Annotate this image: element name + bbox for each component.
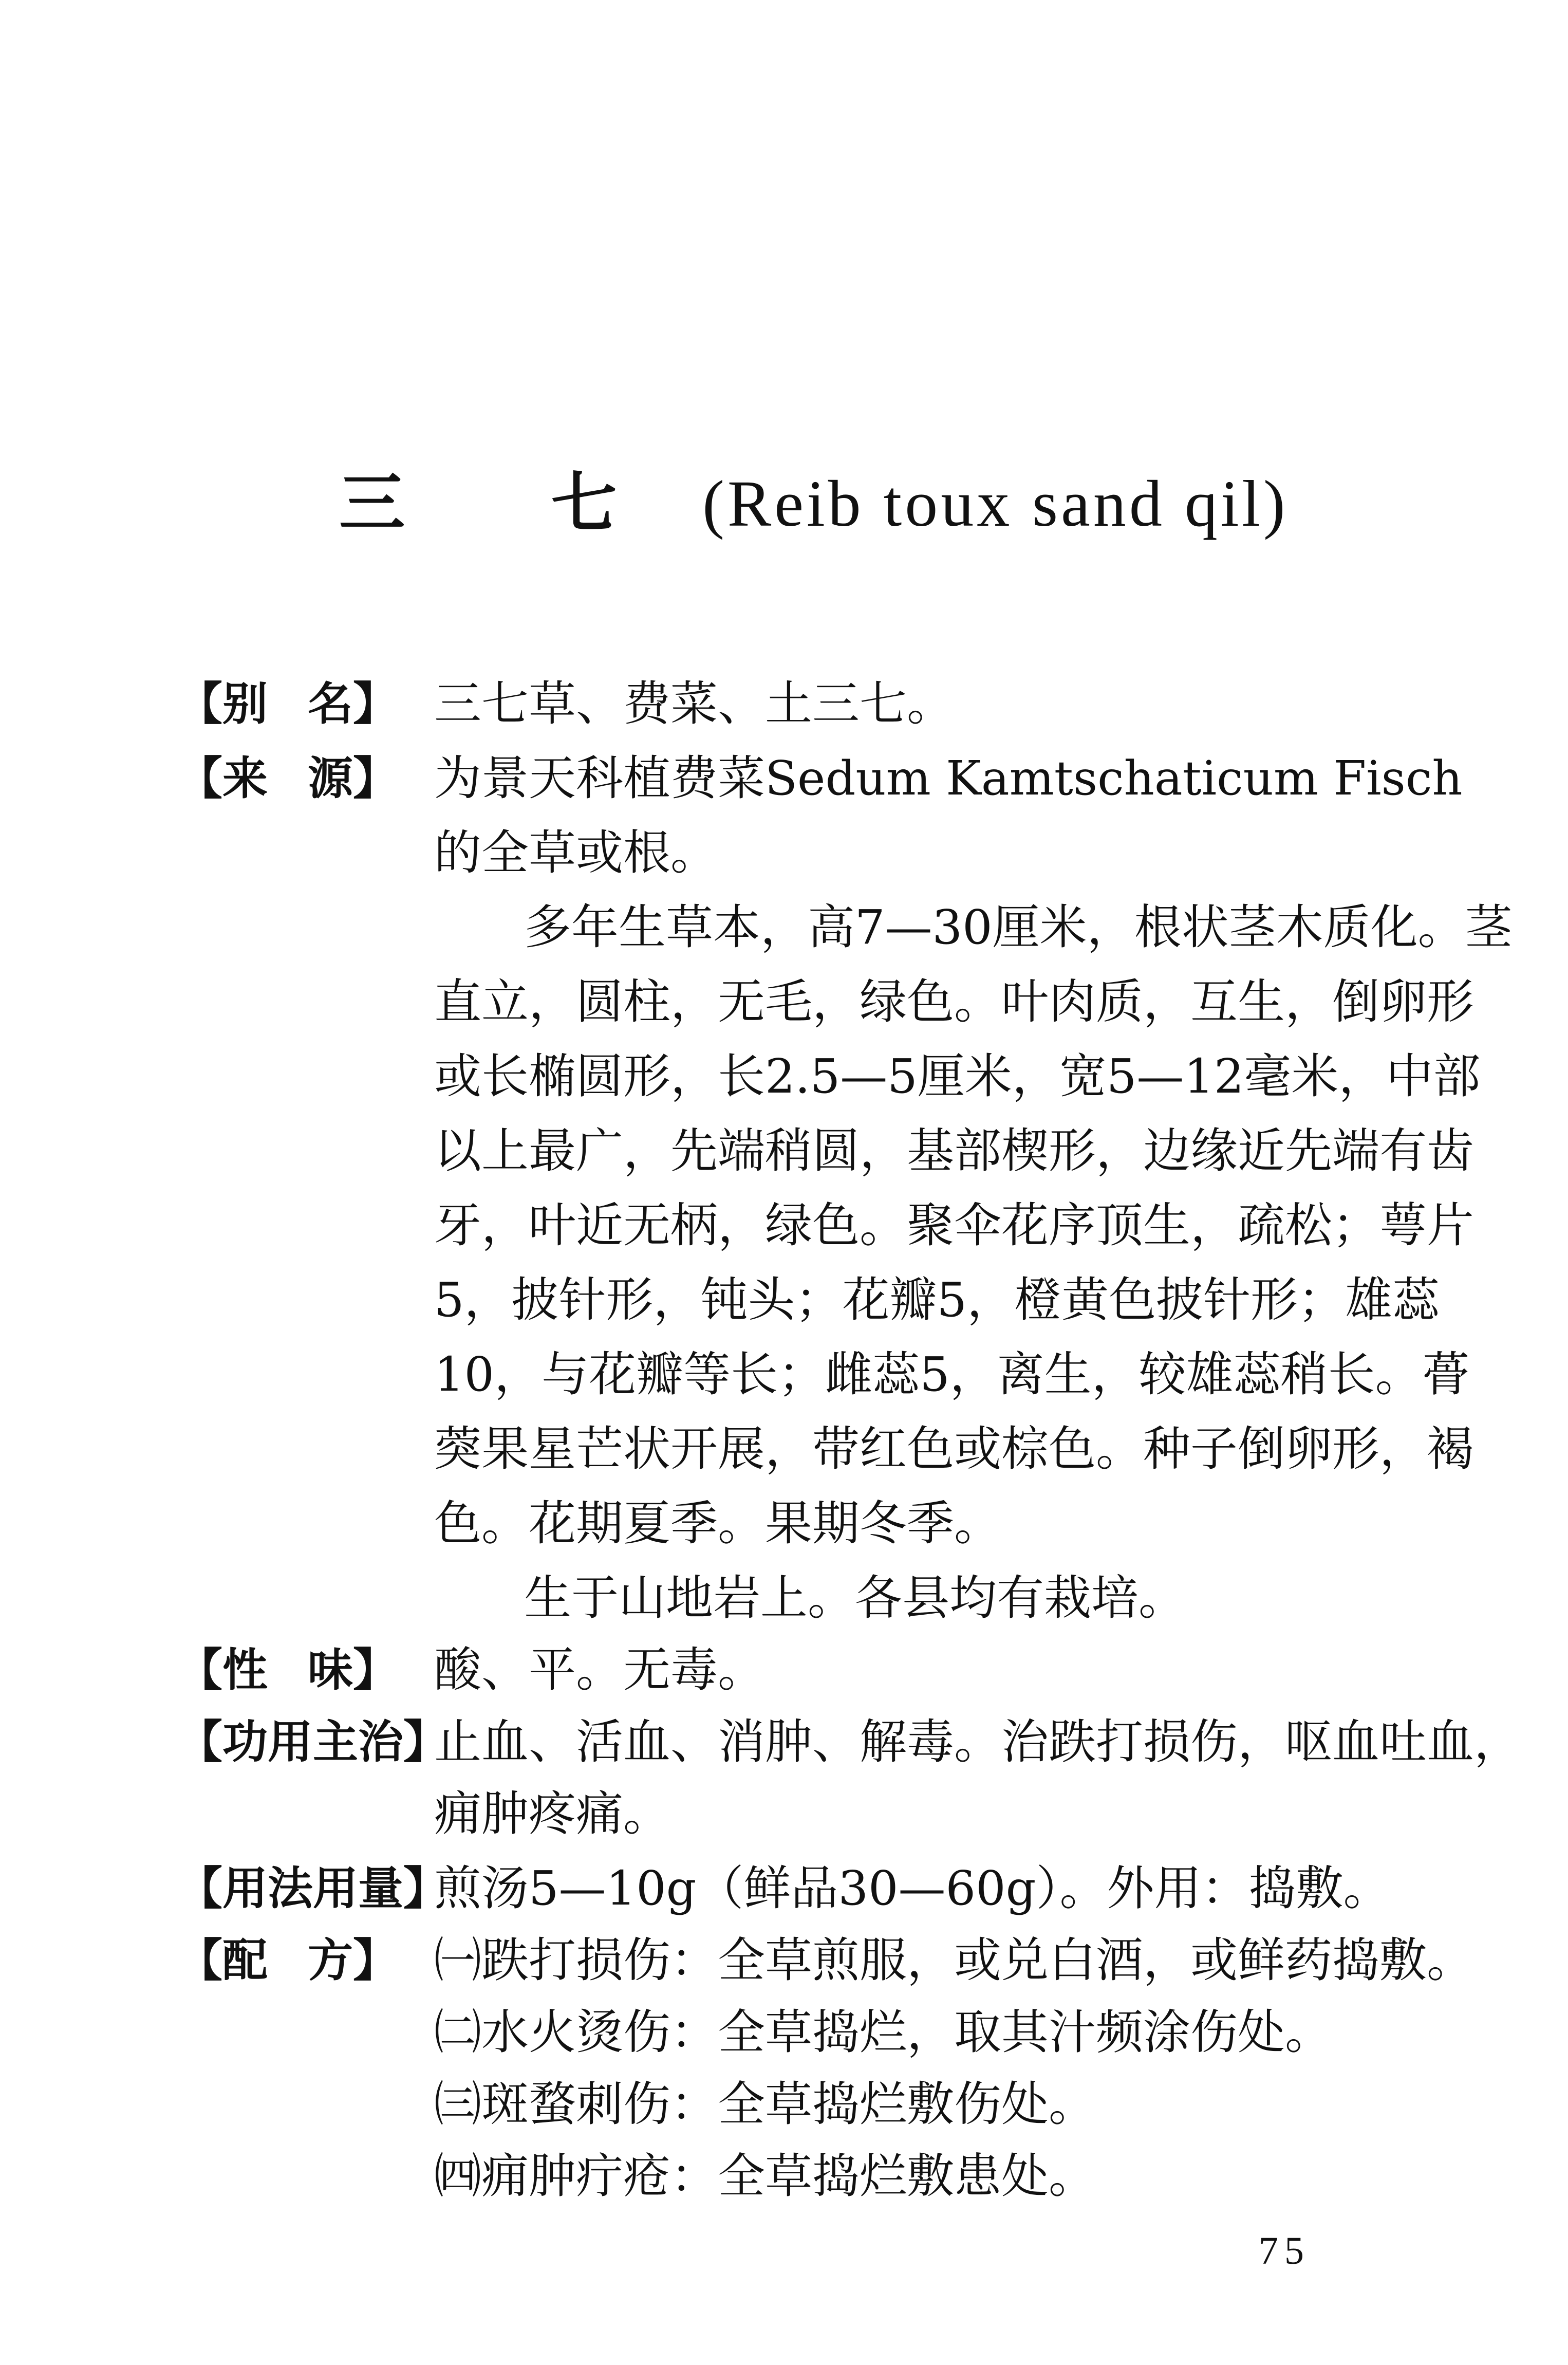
description-line-2: 直立，圆柱，无毛，绿色。叶肉质，互生，倒卵形 (434, 974, 1474, 1029)
page-title (339, 452, 1289, 555)
label-prescriptions-left: 【配 (177, 1934, 268, 1987)
description-line-6: 5，披针形，钝头；花瓣5，橙黄色披针形；雄蕊 (434, 1272, 1440, 1327)
title-chinese: 三 七 (339, 465, 679, 542)
page-number: 75 (1259, 2229, 1310, 2272)
prescription-item-4: ㈣痈肿疔疮：全草捣烂敷患处。 (434, 2149, 1096, 2204)
description-line-7: 10，与花瓣等长；雌蕊5，离生，较雄蕊稍长。蓇 (434, 1347, 1470, 1402)
label-properties-right: 味】 (307, 1643, 398, 1696)
label-prescriptions (177, 1925, 398, 1997)
label-properties-left: 【性 (177, 1643, 268, 1696)
label-alias-left: 【别 (177, 677, 268, 730)
prescription-item-3: ㈢斑蝥刺伤：全草捣烂敷伤处。 (434, 2077, 1096, 2132)
habitat-text: 生于山地岩上。各县均有栽培。 (524, 1570, 1186, 1625)
label-dosage: 【用法用量】 (177, 1862, 449, 1915)
properties-text: 酸、平。无毒。 (434, 1642, 766, 1697)
label-source-right: 源】 (307, 752, 398, 805)
label-alias (177, 668, 398, 740)
title-latin: (Reib toux sand qil) (702, 467, 1289, 540)
description-line-5: 牙，叶近无柄，绿色。聚伞花序顶生，疏松；萼片 (434, 1198, 1474, 1253)
label-source-left: 【来 (177, 752, 268, 805)
label-prescriptions-right: 方】 (307, 1934, 398, 1987)
description-line-3: 或长椭圆形，长2.5—5厘米，宽5—12毫米，中部 (434, 1049, 1481, 1104)
prescription-item-1: ㈠跌打损伤：全草煎服，或兑白酒，或鲜药捣敷。 (434, 1933, 1474, 1988)
label-functions: 【功用主治】 (177, 1715, 449, 1768)
alias-text: 三七草、费菜、土三七。 (434, 676, 955, 731)
functions-line-1: 止血、活血、消肿、解毒。治跌打损伤，呕血吐血， (434, 1714, 1522, 1769)
dosage-text: 煎汤5—10g（鲜品30—60g）。外用：捣敷。 (434, 1861, 1391, 1916)
functions-line-2: 痈肿疼痛。 (434, 1786, 671, 1841)
description-line-1: 多年生草本，高7—30厘米，根状茎木质化。茎 (524, 900, 1513, 955)
description-line-9: 色。花期夏季。果期冬季。 (434, 1496, 1002, 1551)
source-text-line-2: 的全草或根。 (434, 825, 718, 880)
label-properties (177, 1634, 398, 1706)
label-alias-right: 名】 (307, 677, 398, 730)
label-source (177, 743, 398, 815)
description-line-4: 以上最广，先端稍圆，基部楔形，边缘近先端有齿 (434, 1123, 1474, 1178)
prescription-item-2: ㈡水火烫伤：全草捣烂，取其汁频涂伤处。 (434, 2005, 1333, 2060)
description-line-8: 葖果星芒状开展，带红色或棕色。种子倒卵形，褐 (434, 1421, 1474, 1476)
source-text-line-1: 为景天科植费菜Sedum Kamtschaticum Fisch (434, 751, 1463, 806)
